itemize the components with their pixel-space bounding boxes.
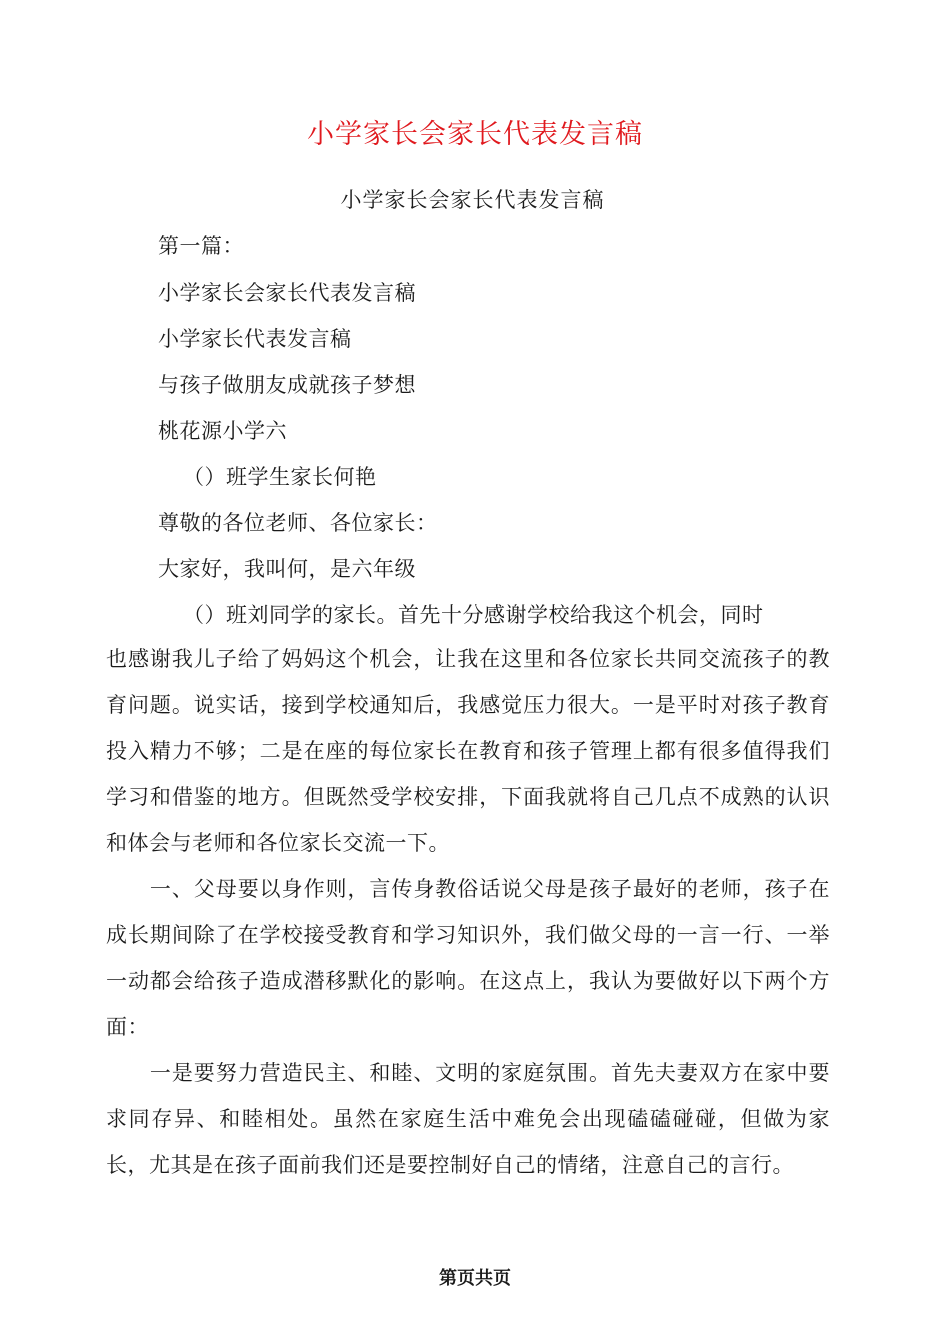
document-subtitle: 小学家长会家长代表发言稿: [340, 188, 605, 212]
body-paragraph: 也感谢我儿子给了妈妈这个机会，让我在这里和各位家长共同交流孩子的教育问题。说实话，接到学校通知后，我感觉压力很大。一是平时对孩子教育投入精力不够；二是在座的每位家长在教育和孩子管理上都有很多值得我们学习和借鉴的地方。但既然受学校安排，下面我就将自己几点不成熟的认识和体会与老师和各位家长交流一下。: [106, 647, 830, 855]
document-title: 小学家长会家长代表发言稿: [307, 119, 643, 150]
greeting-line: （）班刘同学的家长。首先十分感谢学校给我这个机会，同时: [183, 603, 764, 627]
body-paragraph: 一是要努力营造民主、和睦、文明的家庭氛围。首先夫妻双方在家中要求同存异、和睦相处。虽然在家庭生活中难免会出现磕磕碰碰，但做为家长，尤其是在孩子面前我们还是要控制好自己的情绪，注意自己的言行。: [106, 1061, 830, 1177]
section-label: 第一篇：: [158, 234, 244, 258]
salutation: 尊敬的各位老师、各位家长：: [158, 511, 438, 535]
page-footer: 第页共页: [439, 1268, 511, 1289]
greeting-line: 大家好，我叫何，是六年级: [158, 557, 416, 581]
author-line: （）班学生家长何艳: [183, 465, 377, 489]
heading-line: 与孩子做朋友成就孩子梦想: [158, 373, 416, 397]
school-line: 桃花源小学六: [158, 419, 287, 443]
heading-line: 小学家长代表发言稿: [158, 327, 352, 351]
heading-line: 小学家长会家长代表发言稿: [158, 281, 416, 305]
body-paragraph: 一、父母要以身作则，言传身教俗话说父母是孩子最好的老师，孩子在成长期间除了在学校接受教育和学习知识外，我们做父母的一言一行、一举一动都会给孩子造成潜移默化的影响。在这点上，我认为要做好以下两个方面：: [106, 877, 830, 1039]
